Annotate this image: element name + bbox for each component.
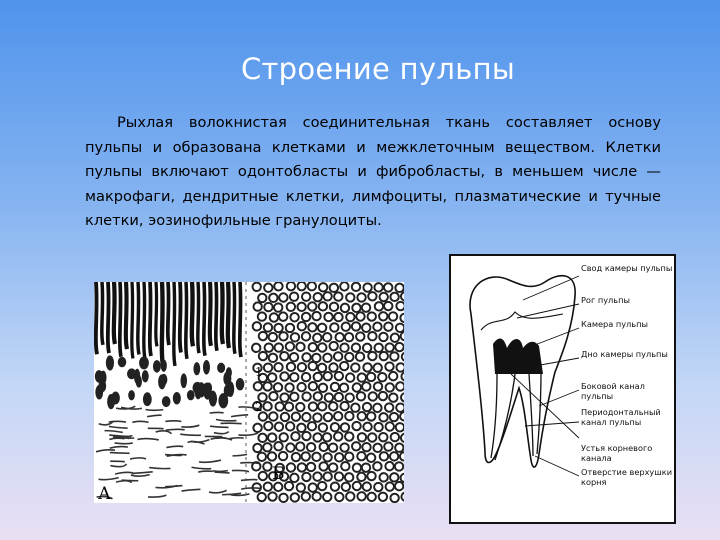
label-pulp-chamber: Камера пульпы <box>581 319 648 329</box>
label-b: Б <box>272 464 285 484</box>
marker-1: 1 <box>255 365 263 379</box>
label-pulp-horn: Рог пульпы <box>581 295 630 305</box>
label-a: А <box>98 484 111 503</box>
marker-2: 2 <box>255 400 263 414</box>
label-chamber-floor: Дно камеры пульпы <box>581 349 668 359</box>
slide-title: Строение пульпы <box>240 52 516 86</box>
label-pulp-roof: Свод камеры пульпы <box>581 263 673 273</box>
label-periodontal-canal: Периодонтальный канал пульпы <box>581 407 661 427</box>
tooth-pulp-diagram <box>449 254 676 524</box>
label-lateral-canal: Боковой канал пульпы <box>581 381 645 401</box>
label-canal-orifice: Устья корневого канала <box>581 443 653 463</box>
histology-drawing <box>94 282 404 503</box>
pulp-chamber <box>493 339 543 375</box>
label-apical-foramen: Отверстие верхушки корня <box>581 467 673 487</box>
slide-paragraph: Рыхлая волокнистая соединительная ткань составляет основу пульпы и образована клетками и межклеточным веществом. Клетки пульпы включают одонтобласты и фибробласты, в меньшем числе — макрофаги, дендритные клетки, лимфоциты, плазматические и тучные клетки, эозинофильные гранулоциты. <box>85 114 661 230</box>
pulp-histology-image <box>94 282 404 503</box>
